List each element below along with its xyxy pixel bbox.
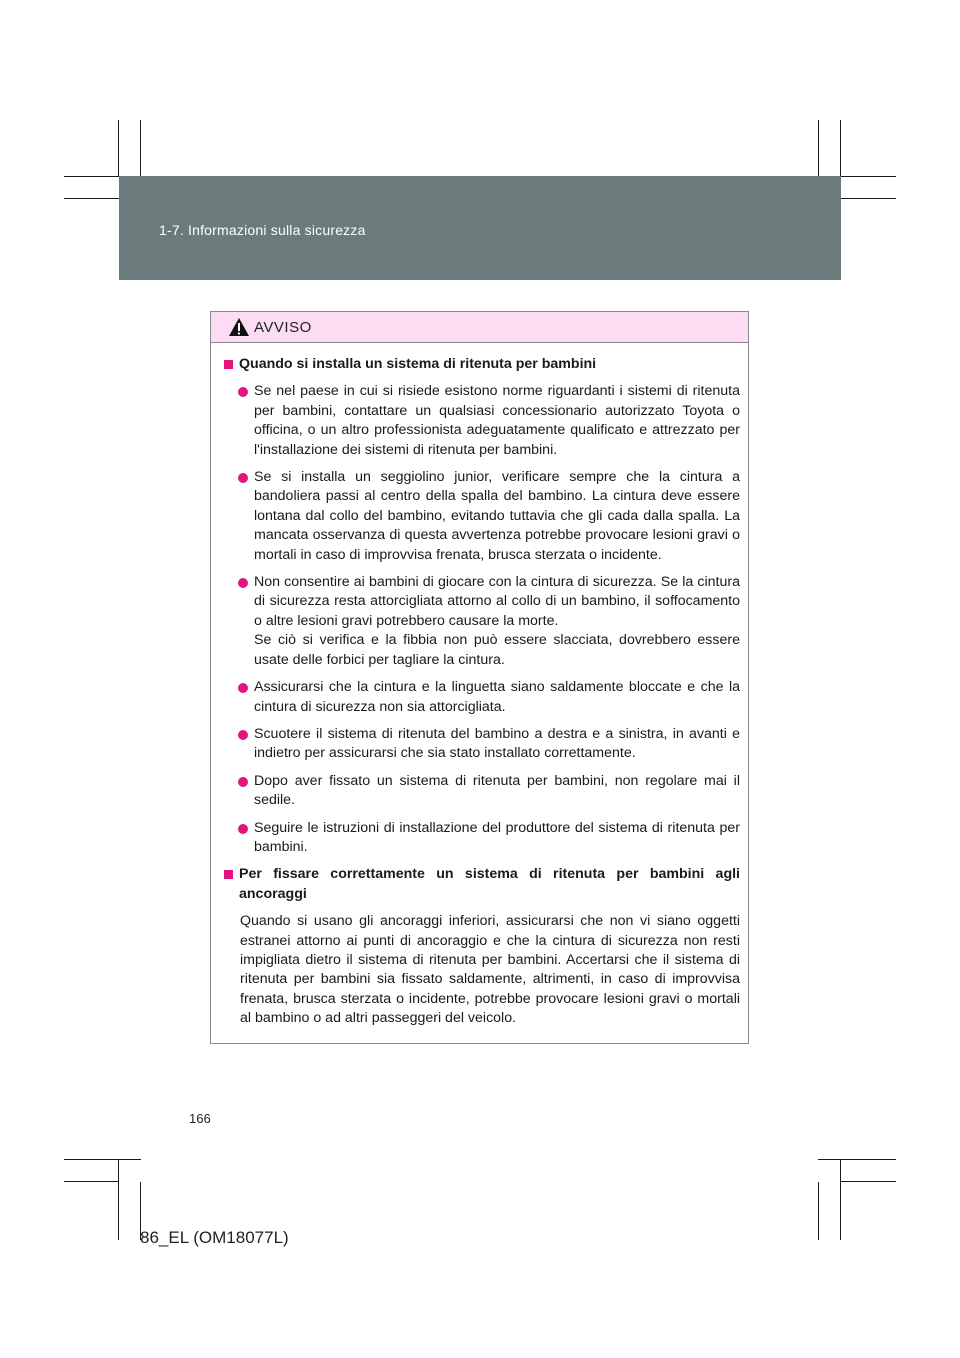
document-code: 86_EL (OM18077L) bbox=[140, 1228, 289, 1247]
crop-mark bbox=[118, 1160, 119, 1240]
bullet-text: Se si installa un seggiolino junior, verificare sempre che la cintura a bandoliera passi al centro della spalla del bambino. La cintura deve essere lontana dal collo del bambino, evitando tuttavia che gli cada dalla spalla. La mancata osservanza di questa avvertenza potrebbe provocare lesioni gravi o mortali in caso di improvvisa frenata, brusca sterzata o incidente. bbox=[254, 469, 740, 563]
list-item bbox=[238, 725, 740, 764]
crop-mark bbox=[64, 1159, 141, 1160]
square-bullet-icon bbox=[224, 360, 233, 369]
paragraph: Quando si usano gli ancoraggi inferiori, assicurarsi che non vi siano oggetti estranei attorno ai punti di ancoraggio e che la cintura di sicurezza non resti impigliata dietro il sistema di ritenuta per bambini. Accertarsi che il sistema di ritenuta per bambini sia fissato saldamente, altrimenti, in caso di improvvisa frenata, brusca sterzata o incidente, potrebbe provocare lesioni gravi o mortali al bambino o ad altri passeggeri del veicolo. bbox=[240, 913, 740, 1027]
bullet-text: Assicurarsi che la cintura e la linguetta siano saldamente bloccate e che la cintura di sicurezza non sia attorcigliata. bbox=[254, 679, 740, 715]
crop-mark bbox=[64, 1181, 119, 1182]
crop-mark bbox=[140, 120, 141, 177]
crop-mark bbox=[841, 1181, 896, 1182]
list-item bbox=[238, 573, 740, 670]
crop-mark bbox=[818, 1182, 819, 1240]
section-heading-text: Per fissare correttamente un sistema di ritenuta per bambini agli ancoraggi bbox=[239, 866, 740, 902]
crop-mark bbox=[841, 198, 896, 199]
bullet-text: Scuotere il sistema di ritenuta del bambino a destra e a sinistra, in avanti e indietro per assicurarsi che sia stato installato correttamente. bbox=[254, 725, 740, 762]
list-item bbox=[238, 772, 740, 811]
circle-bullet-icon bbox=[238, 777, 248, 787]
square-bullet-icon bbox=[224, 870, 233, 879]
crop-mark bbox=[118, 120, 119, 177]
warning-triangle-icon bbox=[228, 317, 250, 337]
bullet-text: Dopo aver fissato un sistema di ritenuta per bambini, non regolare mai il sedile. bbox=[254, 772, 740, 809]
crop-mark bbox=[840, 1160, 841, 1240]
circle-bullet-icon bbox=[238, 473, 248, 483]
list-item bbox=[238, 468, 740, 565]
circle-bullet-icon bbox=[238, 730, 248, 740]
crop-mark bbox=[64, 198, 119, 199]
crop-mark bbox=[840, 120, 841, 177]
header-band bbox=[119, 176, 841, 280]
bullet-text: Non consentire ai bambini di giocare con la cintura di sicurezza. Se la cintura di sicurezza resta attorcigliata attorno al collo di un bambino, il soffocamento o altre lesioni gravi potrebbero causare la morte. bbox=[254, 574, 740, 629]
page-number: 166 bbox=[189, 1111, 211, 1126]
section-heading bbox=[224, 355, 740, 374]
bullet-text: Se ciò si verifica e la fibbia non può essere slacciata, dovrebbero essere usate delle forbici per tagliare la cintura. bbox=[254, 632, 740, 668]
circle-bullet-icon bbox=[238, 683, 248, 693]
circle-bullet-icon bbox=[238, 824, 248, 834]
circle-bullet-icon bbox=[238, 578, 248, 588]
warning-title: AVVISO bbox=[254, 318, 312, 336]
crop-mark bbox=[64, 176, 119, 177]
circle-bullet-icon bbox=[238, 387, 248, 397]
list-item bbox=[238, 382, 740, 460]
crop-mark bbox=[818, 120, 819, 177]
warning-body bbox=[211, 343, 748, 1029]
section-heading bbox=[224, 865, 740, 904]
warning-box bbox=[210, 311, 749, 1044]
list-item bbox=[238, 819, 740, 858]
section-heading-text: Quando si installa un sistema di ritenuta per bambini bbox=[239, 356, 597, 372]
crop-mark bbox=[818, 1159, 896, 1160]
warning-header bbox=[211, 312, 748, 343]
list-item bbox=[238, 678, 740, 717]
bullet-text: Seguire le istruzioni di installazione del produttore del sistema di ritenuta per bambini. bbox=[254, 819, 740, 855]
bullet-text: Se nel paese in cui si risiede esistono norme riguardanti i sistemi di ritenuta per bambini, contattare un qualsiasi concessionario autorizzato Toyota o officina, o un altro professionista adeguatamente qualificato e attrezzato per l'installazione dei sistemi di ritenuta per bambini. bbox=[254, 383, 740, 458]
section-title: 1-7. Informazioni sulla sicurezza bbox=[159, 222, 366, 238]
crop-mark bbox=[841, 176, 896, 177]
